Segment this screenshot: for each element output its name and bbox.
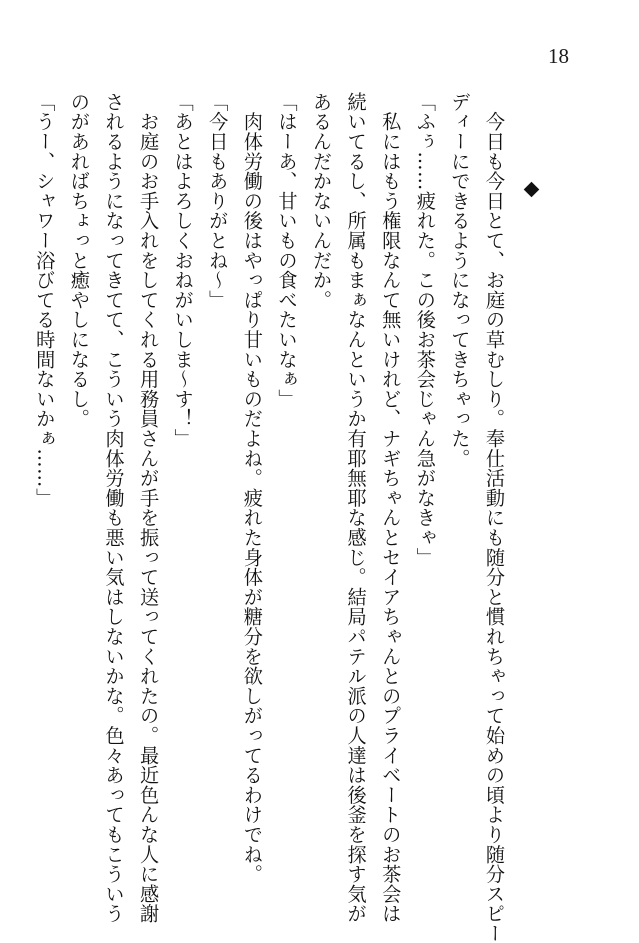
text-line: あるんだかないんだか。 [310,92,334,310]
vertical-text-body [33,92,511,943]
text-line: 「うー、シャワー浴びてる時間ないかぁ……」 [33,92,57,508]
black-diamond-icon [524,182,540,198]
text-line: されるようになってきてて、こういう肉体労働も悪い気はしないかな。色々あってもこういう [102,92,126,924]
text-line: ディーにできるようになってきちゃった。 [448,92,472,469]
text-line: 「あとはよろしくおねがいしま～す！」 [171,92,195,449]
page-number: 18 [548,44,569,68]
text-line: 「はーあ、甘いもの食べたいなぁ」 [275,92,299,409]
text-line: お庭のお手入れをしてくれる用務員さんが手を振って送ってくれたの。最近色んな人に感謝 [137,92,161,924]
text-line: 肉体労働の後はやっぱり甘いものだよね。疲れた身体が糖分を欲しがってるわけでね。 [240,92,264,884]
text-line: のがあればちょっと癒やしになるし。 [67,92,91,429]
text-line: 今日も今日とて、お庭の草むしり。奉仕活動にも随分と慣れちゃって始めの頃より随分スピー [483,92,506,943]
text-line: 私にはもう権限なんて無いけれど、ナギちゃんとセイアちゃんとのプライベートのお茶会は [379,92,403,924]
text-line: 「ふぅ……疲れた。この後お茶会じゃん急がなきゃ」 [413,92,437,568]
text-line: 「今日もありがとね～」 [206,92,230,310]
text-line: 続いてるし、所属もまぁなんというか有耶無耶な感じ。結局パテル派の人達は後釜を探す気が [344,92,368,924]
